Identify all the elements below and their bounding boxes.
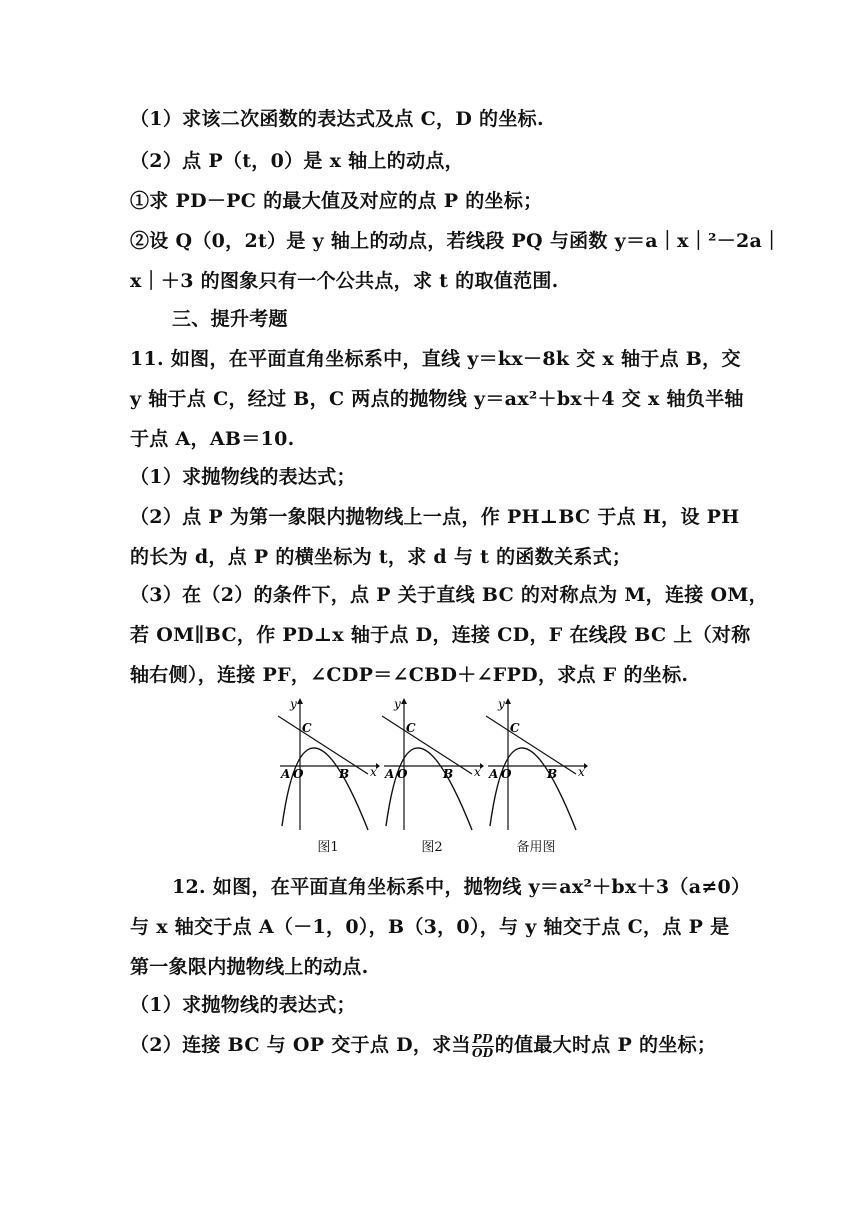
q12-stem-line2: 与 x 轴交于点 A（－1，0），B（3，0），与 y 轴交于点 C，点 P 是 bbox=[130, 916, 730, 938]
label-o: O bbox=[293, 767, 304, 781]
line-bc bbox=[278, 716, 368, 774]
label-b: B bbox=[339, 767, 350, 781]
parabola bbox=[282, 748, 368, 830]
label-x: x bbox=[578, 765, 585, 779]
figure-row bbox=[276, 696, 586, 856]
label-a: A bbox=[489, 767, 499, 781]
label-y: y bbox=[290, 697, 297, 711]
label-o: O bbox=[397, 767, 408, 781]
label-o: O bbox=[501, 767, 512, 781]
q11-stem-line1: 11. 如图，在平面直角坐标系中，直线 y＝kx－8k 交 x 轴于点 B，交 bbox=[130, 348, 741, 370]
q11-stem-line3: 于点 A，AB＝10. bbox=[130, 428, 295, 450]
figure-1 bbox=[276, 696, 380, 856]
line-bc bbox=[382, 716, 472, 774]
q10-part1: （1）求该二次函数的表达式及点 C，D 的坐标. bbox=[130, 108, 544, 130]
label-a: A bbox=[385, 767, 395, 781]
q12-part2-text-after: 的值最大时点 P 的坐标； bbox=[494, 1034, 717, 1056]
y-axis-arrow bbox=[401, 698, 407, 704]
q12-stem-line3: 第一象限内抛物线上的动点. bbox=[130, 956, 369, 978]
figure-3-graph bbox=[484, 696, 588, 836]
label-b: B bbox=[443, 767, 454, 781]
label-a: A bbox=[281, 767, 291, 781]
q12-part2-text-before: （2）连接 BC 与 OP 交于点 D，求当 bbox=[130, 1034, 471, 1056]
q12-stem-line1: 12. 如图，在平面直角坐标系中，抛物线 y＝ax²＋bx＋3（a≠0） bbox=[172, 876, 751, 898]
label-y: y bbox=[394, 697, 401, 711]
figure-1-caption: 图1 bbox=[317, 840, 339, 855]
q12-part2 bbox=[130, 1030, 716, 1060]
figure-3 bbox=[484, 696, 588, 856]
figure-2 bbox=[380, 696, 484, 856]
fraction-denominator: OD bbox=[472, 1045, 494, 1060]
label-x: x bbox=[370, 765, 377, 779]
figure-2-graph bbox=[380, 696, 484, 836]
fraction-numerator: PD bbox=[472, 1031, 493, 1046]
q10-part2-2-line2: x｜＋3 的图象只有一个公共点，求 t 的取值范围. bbox=[130, 270, 559, 292]
figure-1-graph bbox=[276, 696, 380, 836]
fraction-pd-over-od bbox=[472, 1033, 494, 1060]
y-axis-arrow bbox=[505, 698, 511, 704]
q12-part1: （1）求抛物线的表达式； bbox=[130, 994, 356, 1016]
label-c: C bbox=[406, 721, 416, 735]
q10-part2-2-line1: ②设 Q（0，2t）是 y 轴上的动点，若线段 PQ 与函数 y＝a｜x｜²－2a｜ bbox=[130, 230, 782, 252]
parabola bbox=[490, 748, 576, 830]
q11-part2-line1: （2）点 P 为第一象限内抛物线上一点，作 PH⊥BC 于点 H，设 PH bbox=[130, 506, 740, 528]
label-c: C bbox=[302, 721, 312, 735]
q11-part3-line2: 若 OM∥BC，作 PD⊥x 轴于点 D，连接 CD，F 在线段 BC 上（对称 bbox=[130, 624, 751, 646]
label-b: B bbox=[547, 767, 558, 781]
line-bc bbox=[486, 716, 576, 774]
parabola bbox=[386, 748, 472, 830]
q10-part2: （2）点 P（t，0）是 x 轴上的动点， bbox=[130, 150, 464, 172]
q10-part2-1: ①求 PD－PC 的最大值及对应的点 P 的坐标； bbox=[130, 190, 543, 212]
label-y: y bbox=[498, 697, 505, 711]
q11-part3-line3: 轴右侧），连接 PF，∠CDP＝∠CBD＋∠FPD，求点 F 的坐标. bbox=[130, 664, 689, 686]
q11-part1: （1）求抛物线的表达式； bbox=[130, 466, 356, 488]
figure-3-caption: 备用图 bbox=[516, 840, 556, 855]
figure-2-caption: 图2 bbox=[421, 840, 443, 855]
label-c: C bbox=[510, 721, 520, 735]
label-x: x bbox=[474, 765, 481, 779]
y-axis-arrow bbox=[297, 698, 303, 704]
section-title: 三、提升考题 bbox=[172, 308, 288, 330]
q11-stem-line2: y 轴于点 C，经过 B，C 两点的抛物线 y＝ax²＋bx＋4 交 x 轴负半轴 bbox=[130, 388, 744, 410]
q11-part3-line1: （3）在（2）的条件下，点 P 关于直线 BC 的对称点为 M，连接 OM， bbox=[130, 584, 768, 606]
q11-part2-line2: 的长为 d，点 P 的横坐标为 t，求 d 与 t 的函数关系式； bbox=[130, 546, 632, 568]
